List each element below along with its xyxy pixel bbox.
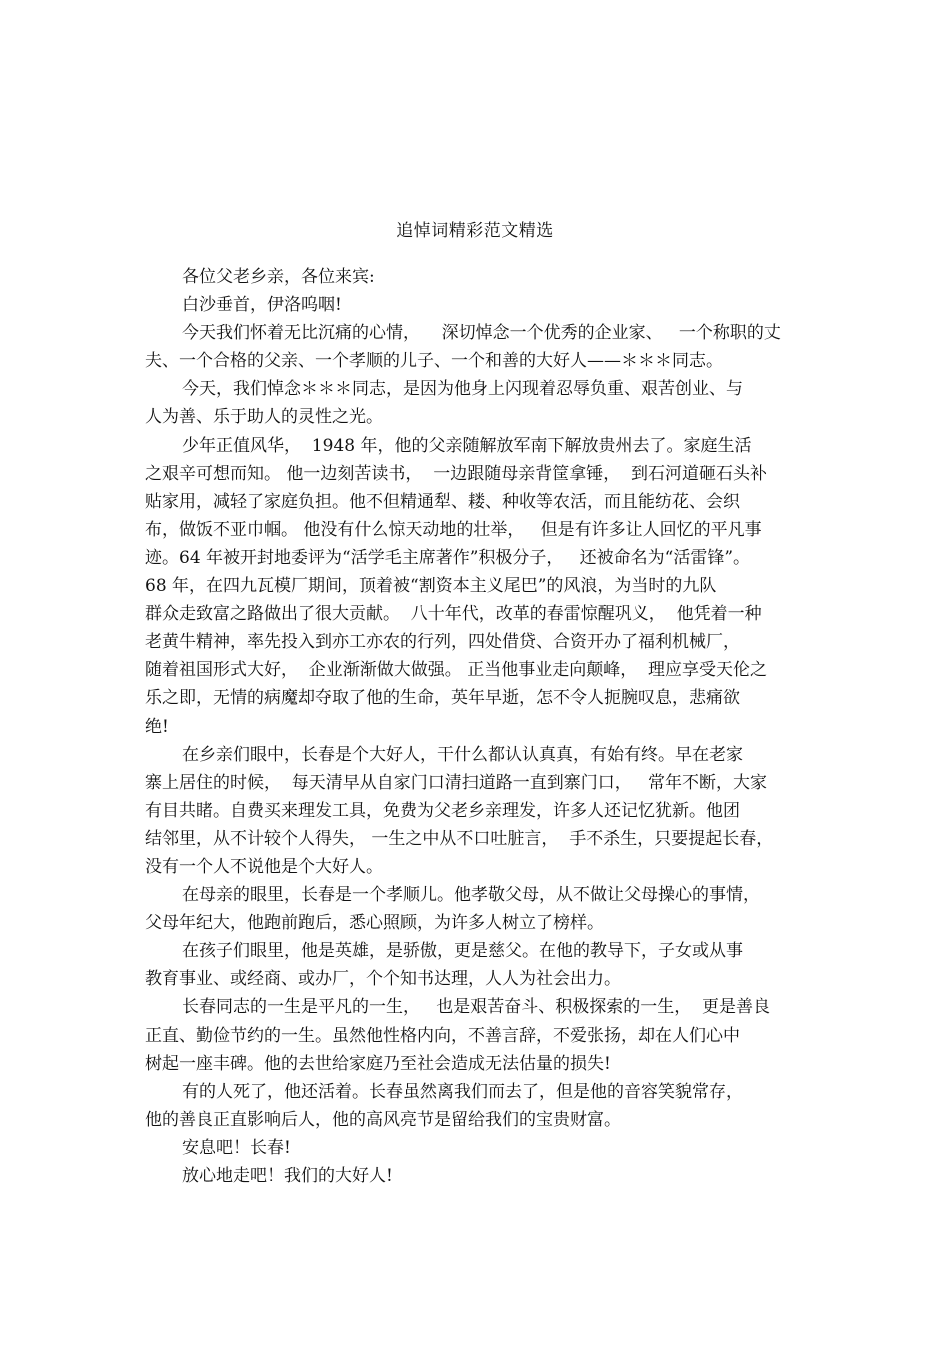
- text-line: 寨上居住的时候， 每天清早从自家门口清扫道路一直到寨门口， 常年不断，大家: [145, 772, 768, 793]
- text-line: 68 年，在四九瓦模厂期间，顶着被“割资本主义尾巴”的风浪，为当时的九队: [145, 576, 717, 597]
- text-line: 人为善、乐于助人的灵性之光。: [145, 407, 383, 428]
- text-line: 有目共睹。自费买来理发工具，免费为父老乡亲理发，许多人还记忆犹新。他团: [145, 800, 740, 821]
- text-line: 贴家用，减轻了家庭负担。他不但精通犁、耧、种收等农活，而且能纺花、会织: [145, 491, 740, 512]
- text-line: 放心地走吧！我们的大好人!: [182, 1166, 393, 1186]
- text-line: 今天，我们悼念＊＊＊同志，是因为他身上闪现着忍辱负重、艰苦创业、与: [182, 379, 743, 400]
- text-line: 今天我们怀着无比沉痛的心情， 深切悼念一个优秀的企业家、 一个称职的丈: [182, 323, 781, 344]
- text-line: 迹。64 年被开封地委评为“活学毛主席著作”积极分子， 还被命名为“活雷锋”。: [145, 547, 751, 568]
- text-line: 在母亲的眼里，长春是一个孝顺儿。他孝敬父母，从不做让父母操心的事情，: [182, 885, 760, 906]
- text-line: 他的善良正直影响后人，他的高风亮节是留给我们的宝贵财富。: [145, 1109, 621, 1130]
- text-line: 树起一座丰碑。他的去世给家庭乃至社会造成无法估量的损失!: [145, 1053, 611, 1074]
- text-line: 安息吧！长春!: [182, 1137, 291, 1158]
- text-line: 白沙垂首，伊洛呜咽!: [182, 295, 342, 316]
- text-line: 布，做饭不亚巾帼。 他没有什么惊天动地的壮举， 但是有许多让人回忆的平凡事: [145, 519, 762, 540]
- text-line: 之艰辛可想而知。 他一边刻苦读书， 一边跟随母亲背筐拿锤， 到石河道砸石头补: [145, 463, 768, 484]
- text-line: 夫、一个合格的父亲、一个孝顺的儿子、一个和善的大好人——＊＊＊同志。: [145, 351, 723, 372]
- text-line: 教育事业、或经商、或办厂，个个知书达理，人人为社会出力。: [145, 969, 621, 990]
- text-line: 乐之即，无情的病魔却夺取了他的生命，英年早逝，怎不令人扼腕叹息，悲痛欲: [145, 688, 740, 709]
- text-line: 随着祖国形式大好， 企业渐渐做大做强。 正当他事业走向颠峰， 理应享受天伦之: [145, 660, 768, 681]
- text-line: 结邻里，从不计较个人得失， 一生之中从不口吐脏言， 手不杀生，只要提起长春，: [145, 828, 774, 849]
- document-body: [145, 263, 805, 1190]
- text-line: 长春同志的一生是平凡的一生， 也是艰苦奋斗、积极探索的一生， 更是善良: [182, 997, 771, 1018]
- document-title: 追悼词精彩范文精选: [396, 221, 554, 241]
- text-line: 老黄牛精神，率先投入到亦工亦农的行列，四处借贷、合资开办了福利机械厂，: [145, 632, 740, 653]
- text-line: 在乡亲们眼中，长春是个大好人，干什么都认认真真，有始有终。早在老家: [182, 744, 743, 765]
- text-line: 有的人死了，他还活着。长春虽然离我们而去了，但是他的音容笑貌常存，: [182, 1081, 743, 1102]
- text-line: 绝!: [145, 716, 169, 737]
- text-line: 群众走致富之路做出了很大贡献。 八十年代，改革的春雷惊醒巩义， 他凭着一种: [145, 604, 762, 625]
- text-line: 少年正值风华， 1948 年，他的父亲随解放军南下解放贵州去了。家庭生活: [182, 435, 752, 456]
- text-line: 父母年纪大，他跑前跑后，悉心照顾，为许多人树立了榜样。: [145, 913, 604, 934]
- text-line: 正直、勤俭节约的一生。虽然他性格内向，不善言辞，不爱张扬，却在人们心中: [145, 1025, 740, 1046]
- text-line: 没有一个人不说他是个大好人。: [145, 856, 383, 877]
- text-line: 各位父老乡亲，各位来宾:: [182, 267, 375, 287]
- text-line: 在孩子们眼里，他是英雄，是骄傲，更是慈父。在他的教导下，子女或从事: [182, 941, 743, 962]
